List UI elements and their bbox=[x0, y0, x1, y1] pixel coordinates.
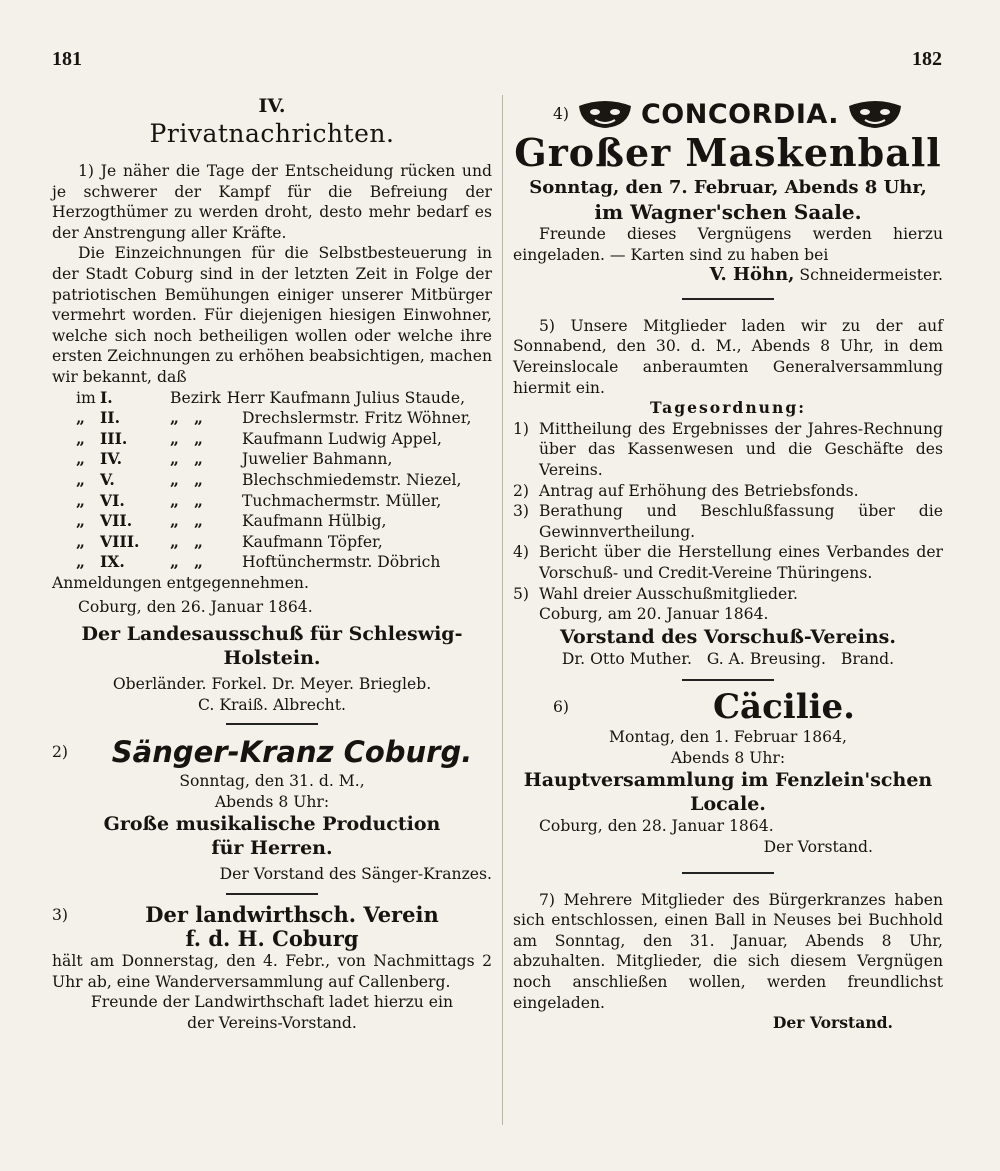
district-row bbox=[76, 511, 492, 532]
agenda-item bbox=[513, 501, 943, 542]
notice-1-paragraph-2: Die Einzeichnungen für die Selbstbesteuerung in der Stadt Coburg sind in der letzten Zeit in Folge der patriotischen Bemühungen einiger unserer Mitbürger vermehrt worden. Für diejenigen hiesigen Einwohner, welche sich noch betheiligen wollen oder welche ihre ersten Zeichnungen zu erhöhen beabsichtigen, machen wir bekannt, daß bbox=[52, 244, 492, 386]
notice-1-signers-line-1: Oberländer. Forkel. Dr. Meyer. Briegleb. bbox=[112, 675, 432, 694]
ditto-mark: „ bbox=[170, 490, 179, 510]
notice-4-number: 4) bbox=[552, 105, 569, 124]
district-number: III. bbox=[100, 428, 128, 448]
notice-6-title-row bbox=[513, 687, 943, 727]
district-row bbox=[76, 491, 492, 512]
ditto-mark: „ bbox=[76, 552, 85, 572]
agenda-item bbox=[513, 584, 943, 605]
notice-5-date: Coburg, am 20. Januar 1864. bbox=[539, 605, 769, 624]
ditto-mark: „ bbox=[194, 531, 203, 551]
ditto-mark: „ bbox=[170, 552, 179, 572]
notice-4-seller-job: Schneidermeister. bbox=[799, 266, 943, 285]
notice-4-seller bbox=[513, 265, 943, 286]
agenda-item-text: Berathung und Beschlußfassung über die Gewinnvertheilung. bbox=[539, 502, 943, 541]
notice-3-title-line-2: f. d. H. Coburg bbox=[185, 926, 359, 952]
notice-7-text: 7) Mehrere Mitglieder des Bürgerkranzes haben sich entschlossen, einen Ball in Neuses bei Buchhold am Sonntag, den 31. Januar, Abends 8 Uhr, abzuhalten. Mitglieder, die sich diesem Vergnügen noch anschließen wollen, werden freundlichst eingeladen. bbox=[513, 890, 943, 1012]
district-name: Herr Kaufmann Julius Staude, bbox=[226, 388, 466, 407]
separator-rule bbox=[226, 893, 318, 895]
ditto-mark: „ bbox=[170, 428, 179, 448]
left-column bbox=[52, 95, 492, 1033]
ditto-mark: „ bbox=[170, 511, 179, 531]
agenda-item-number: 3) bbox=[513, 502, 530, 521]
agenda-list bbox=[513, 419, 943, 604]
notice-4-header bbox=[513, 99, 943, 130]
theatre-mask-icon bbox=[577, 100, 633, 130]
notice-6-event: Hauptversammlung im Fenzlein'schen Locale. bbox=[523, 769, 933, 816]
ditto-mark: „ bbox=[76, 531, 85, 551]
notice-1-committee: Der Landesausschuß für Schleswig-Holstein. bbox=[81, 623, 463, 670]
agenda-item-text: Mittheilung des Ergebnisses der Jahres-Rechnung über das Kassenwesen und die Geschäfte des Vereins. bbox=[539, 419, 943, 479]
district-number: II. bbox=[100, 408, 121, 428]
ditto-mark: „ bbox=[194, 408, 203, 428]
notice-4-text: Freunde dieses Vergnügens werden hierzu eingeladen. — Karten sind zu haben bei bbox=[513, 225, 943, 264]
page-number-right: 182 bbox=[912, 48, 942, 70]
district-name: Drechslermstr. Fritz Wöhner, bbox=[242, 409, 472, 428]
notice-2-time: Abends 8 Uhr: bbox=[214, 792, 330, 811]
agenda-item bbox=[513, 419, 943, 481]
page-number-left: 181 bbox=[52, 48, 82, 70]
agenda-item-number: 5) bbox=[513, 584, 530, 603]
ditto-mark: „ bbox=[194, 490, 203, 510]
notice-6-time: Abends 8 Uhr: bbox=[670, 748, 786, 767]
notice-3-number: 3) bbox=[52, 905, 69, 924]
section-heading: Privatnachrichten. bbox=[149, 119, 395, 148]
ditto-mark: „ bbox=[76, 490, 85, 510]
notice-3-title-row bbox=[52, 903, 492, 927]
notice-5-signers: Dr. Otto Muther. G. A. Breusing. Brand. bbox=[561, 649, 895, 668]
district-number: IX. bbox=[100, 552, 125, 572]
agenda-item-text: Antrag auf Erhöhung des Betriebsfonds. bbox=[539, 481, 859, 500]
ditto-mark: „ bbox=[170, 408, 179, 428]
notice-3-invitation: Freunde der Landwirthschaft ladet hierzu ein bbox=[90, 993, 454, 1012]
section-number: IV. bbox=[258, 95, 286, 117]
ditto-mark: „ bbox=[170, 531, 179, 551]
district-row bbox=[76, 470, 492, 491]
notice-5-agenda-title: Tagesordnung: bbox=[649, 398, 806, 418]
notice-5-board: Vorstand des Vorschuß-Vereins. bbox=[560, 625, 896, 648]
district-number: V. bbox=[100, 469, 115, 489]
district-number: I. bbox=[100, 387, 113, 407]
notice-4-when: Sonntag, den 7. Februar, Abends 8 Uhr, bbox=[529, 177, 927, 198]
district-row bbox=[76, 388, 492, 409]
district-prefix: im bbox=[76, 388, 96, 407]
agenda-item bbox=[513, 481, 943, 502]
ditto-mark: „ bbox=[194, 552, 203, 572]
ditto-mark: „ bbox=[194, 428, 203, 448]
district-name: Kaufmann Hülbig, bbox=[242, 512, 387, 531]
district-word: Bezirk bbox=[170, 388, 221, 407]
district-name: Juwelier Bahmann, bbox=[242, 450, 393, 469]
notice-3-text: hält am Donnerstag, den 4. Febr., von Nachmittags 2 Uhr ab, eine Wanderversammlung auf Callenberg. bbox=[52, 952, 492, 991]
notice-2-title: Sänger-Kranz Coburg. bbox=[111, 735, 473, 770]
district-row bbox=[76, 532, 492, 553]
ditto-mark: „ bbox=[76, 511, 85, 531]
district-name: Kaufmann Ludwig Appel, bbox=[242, 429, 442, 448]
ditto-mark: „ bbox=[76, 469, 85, 489]
notice-2-title-row bbox=[52, 733, 492, 771]
separator-rule bbox=[682, 872, 774, 874]
notice-1-paragraph-1: 1) Je näher die Tage der Entscheidung rücken und je schwerer der Kampf für die Befreiung der Herzogthümer zu werden droht, desto mehr bedarf es der Anstrengung aller Kräfte. bbox=[52, 162, 492, 242]
notice-2-number: 2) bbox=[52, 742, 69, 761]
notice-4-seller-name: V. Höhn, bbox=[709, 264, 795, 286]
notice-3-signature: der Vereins-Vorstand. bbox=[187, 1013, 357, 1032]
notice-1-closing: Anmeldungen entgegennehmen. bbox=[52, 573, 309, 592]
district-row bbox=[76, 552, 492, 573]
right-column bbox=[513, 95, 943, 1034]
ditto-mark: „ bbox=[76, 408, 85, 428]
notice-6-place-date: Coburg, den 28. Januar 1864. bbox=[539, 817, 774, 836]
district-list bbox=[52, 388, 492, 573]
district-name: Blechschmiedemstr. Niezel, bbox=[242, 470, 462, 489]
ditto-mark: „ bbox=[76, 449, 85, 469]
separator-rule bbox=[682, 679, 774, 681]
district-name: Tuchmachermstr. Müller, bbox=[242, 491, 442, 510]
ditto-mark: „ bbox=[194, 449, 203, 469]
agenda-item-text: Wahl dreier Ausschußmitglieder. bbox=[539, 584, 798, 603]
ditto-mark: „ bbox=[170, 469, 179, 489]
notice-1-date: Coburg, den 26. Januar 1864. bbox=[78, 598, 313, 617]
district-number: VI. bbox=[100, 490, 125, 510]
agenda-item-number: 1) bbox=[513, 419, 530, 438]
district-number: VII. bbox=[100, 511, 133, 531]
separator-rule bbox=[226, 723, 318, 725]
notice-4-where: im Wagner'schen Saale. bbox=[594, 200, 862, 224]
column-divider bbox=[502, 95, 503, 1125]
notice-6-title: Cäcilie. bbox=[713, 687, 856, 728]
agenda-item-number: 2) bbox=[513, 481, 530, 500]
notice-2-date: Sonntag, den 31. d. M., bbox=[179, 772, 365, 791]
notice-5-intro: 5) Unsere Mitglieder laden wir zu der auf Sonnabend, den 30. d. M., Abends 8 Uhr, in dem Vereinslocale anberaumten Generalversammlung hiermit ein. bbox=[513, 316, 943, 397]
ditto-mark: „ bbox=[194, 469, 203, 489]
district-number: IV. bbox=[100, 449, 123, 469]
ditto-mark: „ bbox=[194, 511, 203, 531]
notice-7-signature: Der Vorstand. bbox=[772, 1013, 893, 1033]
district-name: Hoftünchermstr. Döbrich bbox=[242, 553, 441, 572]
ditto-mark: „ bbox=[76, 428, 85, 448]
notice-2-event: Große musikalische Production für Herren. bbox=[103, 813, 441, 860]
notice-2-signature: Der Vorstand des Sänger-Kranzes. bbox=[219, 865, 492, 884]
notice-4-title: Großer Maskenball bbox=[514, 130, 942, 175]
district-number: VIII. bbox=[100, 531, 140, 551]
ditto-mark: „ bbox=[170, 449, 179, 469]
theatre-mask-icon bbox=[847, 100, 903, 130]
agenda-item-number: 4) bbox=[513, 543, 530, 562]
district-row bbox=[76, 408, 492, 429]
district-row bbox=[76, 429, 492, 450]
agenda-item bbox=[513, 542, 943, 583]
notice-6-number: 6) bbox=[553, 697, 570, 716]
separator-rule bbox=[682, 298, 774, 300]
notice-6-signature: Der Vorstand. bbox=[763, 838, 873, 857]
notice-6-date: Montag, den 1. Februar 1864, bbox=[609, 728, 847, 747]
notice-3-title-line-1: Der landwirthsch. Verein bbox=[145, 902, 439, 928]
agenda-item-text: Bericht über die Herstellung eines Verbandes der Vorschuß- und Credit-Vereine Thüringens. bbox=[539, 543, 943, 582]
district-name: Kaufmann Töpfer, bbox=[242, 532, 383, 551]
notice-1-signers-line-2: C. Kraiß. Albrecht. bbox=[198, 695, 346, 714]
district-row bbox=[76, 449, 492, 470]
notice-4-club: CONCORDIA. bbox=[640, 99, 840, 130]
